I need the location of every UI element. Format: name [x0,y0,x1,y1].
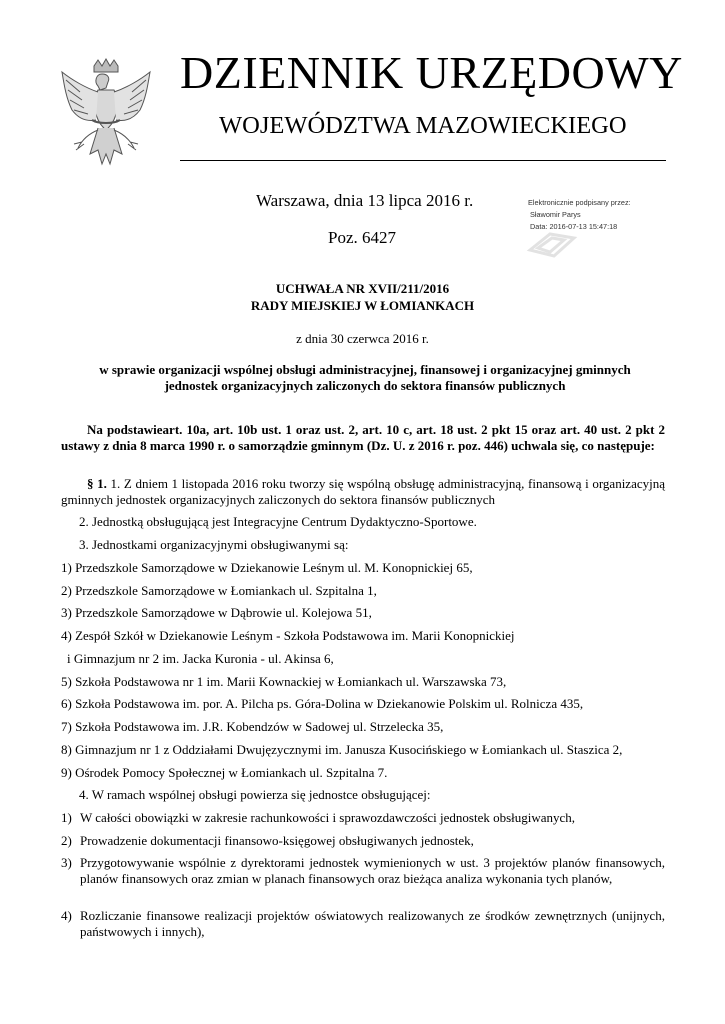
header-divider [180,160,666,161]
position-number: Poz. 6427 [328,228,396,247]
unit-item: 1) Przedszkole Samorządowe w Dziekanowie Leśnym ul. M. Konopnickiej 65, [61,560,473,575]
unit-item: 7) Szkoła Podstawowa im. J.R. Kobendzów w Sadowej ul. Strzelecka 35, [61,719,444,734]
unit-item: 3) Przedszkole Samorządowe w Dąbrowie ul. Kolejowa 51, [61,605,372,620]
point-3: 3. Jednostkami organizacyjnymi obsługiwanymi są: [79,537,349,552]
journal-title: DZIENNIK URZĘDOWY [180,47,683,98]
council-name: RADY MIEJSKIEJ W ŁOMIANKACH [250,298,475,313]
place-date: Warszawa, dnia 13 lipca 2016 r. [256,191,474,210]
signature-line-1: Elektronicznie podpisany przez: [528,198,631,207]
unit-item: 8) Gimnazjum nr 1 z Oddziałami Dwujęzycznymi im. Janusza Kusocińskiego w Łomiankach ul. Staszica 2, [61,742,623,757]
signature-signer: Sławomir Parys [530,210,581,219]
section-1-paragraph [61,476,665,508]
duty-number: 2) [61,833,72,848]
legal-basis: Na podstawieart. 10a, art. 10b ust. 1 oraz ust. 2, art. 10 c, art. 18 ust. 2 pkt 15 oraz art. 40 ust. 2 pkt 2 ustawy z dnia 8 marca 1990 r. o samorządzie gminnym (Dz. U. z 2016 r. poz. 446) uchwala się, co następuje: [61,422,665,453]
duty-text: Rozliczanie finansowe realizacji projektów oświatowych realizowanych ze środków zewnętrznych (unijnych, państwowych i innych), [80,908,665,939]
section-1-mark: § 1. [87,476,107,491]
resolution-subject: w sprawie organizacji wspólnej obsługi administracyjnej, finansowej i organizacyjnej gminnych jednostek organizacyjnych zaliczonych do sektora finansów publicznych [99,362,631,393]
point-2: 2. Jednostką obsługującą jest Integracyjne Centrum Dydaktyczno-Sportowe. [79,514,477,529]
unit-item: 4) Zespół Szkół w Dziekanowie Leśnym - Szkoła Podstawowa im. Marii Konopnickiej [61,628,515,643]
unit-item-continuation: i Gimnazjum nr 2 im. Jacka Kuronia - ul. Akinsa 6, [67,651,334,666]
unit-item: 2) Przedszkole Samorządowe w Łomiankach ul. Szpitalna 1, [61,583,377,598]
duty-number: 4) [61,908,72,923]
section-1-text: 1. Z dniem 1 listopada 2016 roku tworzy się wspólną obsługę administracyjną, finansową i organizacyjną gminnych jednostek organizacyjnych zaliczonych do sektora finansów publicznych [61,476,665,507]
unit-item: 9) Ośrodek Pomocy Społecznej w Łomiankach ul. Szpitalna 7. [61,765,388,780]
unit-item: 6) Szkoła Podstawowa im. por. A. Pilcha ps. Góra-Dolina w Dziekanowie Polskim ul. Rolnicza 435, [61,696,584,711]
duty-number: 1) [61,810,72,825]
duty-item [61,833,665,849]
duty-item [61,855,665,887]
duty-text: Przygotowywanie wspólnie z dyrektorami jednostek wymienionych w ust. 3 projektów planów finansowych, planów finansowych oraz zmian w planach finansowych oraz bieżąca analiza wykonania tych planów, [80,855,665,886]
unit-item: 5) Szkoła Podstawowa nr 1 im. Marii Kownackiej w Łomiankach ul. Warszawska 73, [61,674,507,689]
coat-of-arms-eagle-icon [58,58,154,176]
electronic-signature [524,194,664,264]
point-4: 4. W ramach wspólnej obsługi powierza się jednostce obsługującej: [79,787,431,802]
duty-number: 3) [61,855,72,870]
duty-item [61,810,665,826]
resolution-date: z dnia 30 czerwca 2016 r. [296,331,429,346]
resolution-number: UCHWAŁA NR XVII/211/2016 [275,281,450,296]
signature-date: Data: 2016-07-13 15:47:18 [530,222,618,231]
journal-subtitle: WOJEWÓDZTWA MAZOWIECKIEGO [219,112,627,139]
duty-text: W całości obowiązki w zakresie rachunkowości i sprawozdawczości jednostek obsługiwanych, [80,810,576,825]
duty-item [61,908,665,940]
duty-text: Prowadzenie dokumentacji finansowo-księgowej obsługiwanych jednostek, [80,833,474,848]
